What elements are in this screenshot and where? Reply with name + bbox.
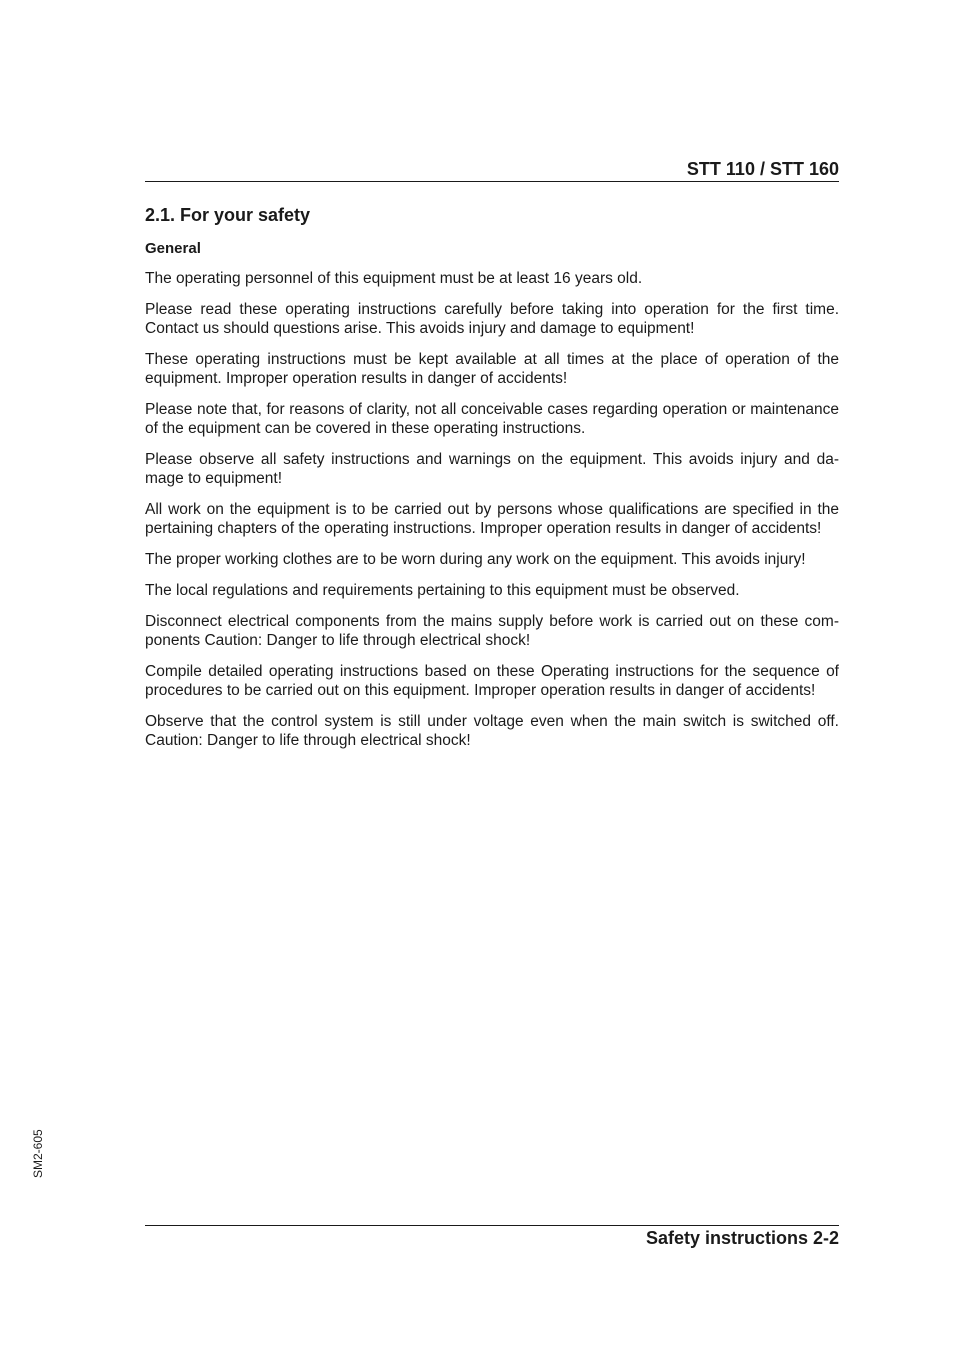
header-divider (145, 181, 839, 182)
section-heading: 2.1. For your safety (145, 205, 311, 225)
paragraph-10: Compile detailed operating instructions based on these Operating instructions for the sequence of procedures to be carried out on this equipment. Improper operation results in danger of accidents! (145, 663, 839, 699)
footer-title: Safety instructions 2-2 (645, 1228, 839, 1248)
paragraph-11: Observe that the control system is still under voltage even when the main switch is switched off. Caution: Danger to life through electrical shock! (145, 713, 839, 749)
paragraph-3: These operating instructions must be kept available at all times at the place of operation of the equipment. Improper operation results in danger of accidents! (145, 351, 839, 387)
paragraph-8: The local regulations and requirements pertaining to this equipment must be observed. (145, 582, 740, 599)
paragraph-1: The operating personnel of this equipment must be at least 16 years old. (145, 270, 643, 287)
paragraph-4: Please note that, for reasons of clarity, not all conceivable cases regarding operation or maintenance of the equipment can be covered in these operating instructions. (145, 401, 839, 437)
paragraph-6: All work on the equipment is to be carried out by persons whose qualifications are specified in the pertaining chapters of the operating instructions. Improper operation results in danger of accidents! (145, 501, 839, 537)
paragraph-2: Please read these operating instructions carefully before taking into operation for the first time. Contact us should questions arise. This avoids injury and damage to equipment! (145, 301, 839, 337)
footer-divider (145, 1225, 839, 1226)
paragraph-9: Disconnect electrical components from the mains supply before work is carried out on these components Caution: Danger to life through electrical shock! (145, 613, 839, 649)
subheading-general: General (145, 240, 201, 257)
page-content (145, 204, 839, 762)
paragraph-5: Please observe all safety instructions and warnings on the equipment. This avoids injury and damage to equipment! (145, 451, 839, 487)
document-code: SM2-605 (31, 1129, 45, 1178)
paragraph-7: The proper working clothes are to be worn during any work on the equipment. This avoids injury! (145, 551, 806, 568)
header-model-title: STT 110 / STT 160 (686, 159, 839, 179)
